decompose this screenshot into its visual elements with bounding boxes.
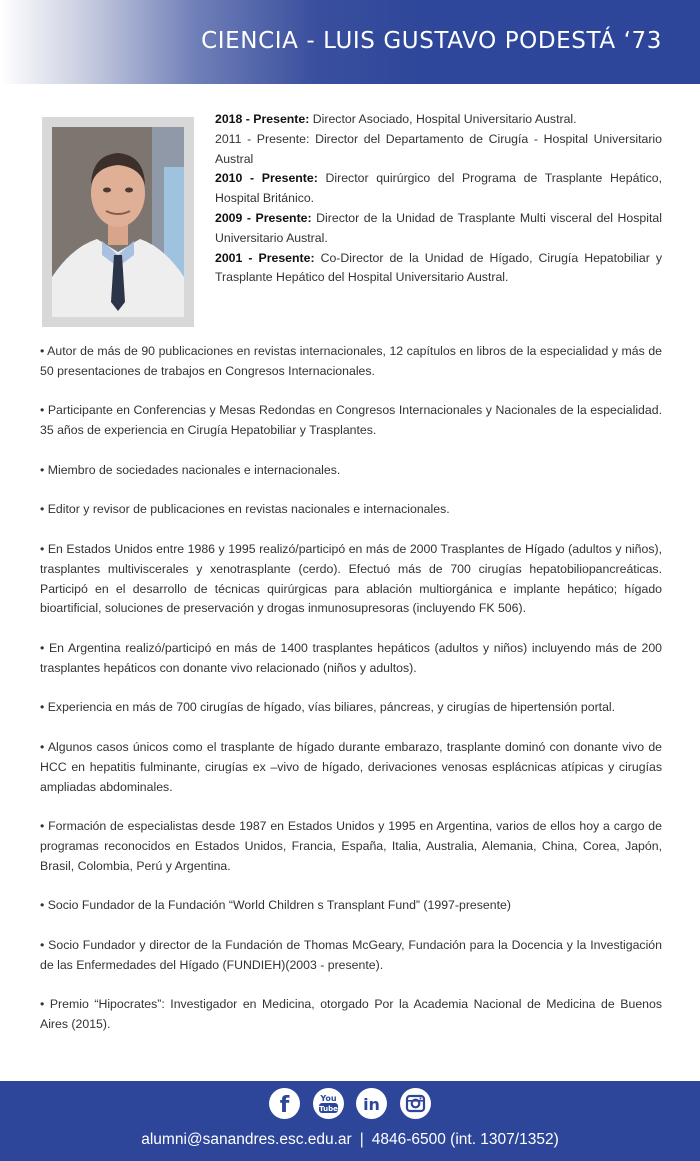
career-text: Director Asociado, Hospital Universitario Austral.: [309, 112, 577, 126]
facebook-icon[interactable]: [269, 1088, 300, 1119]
career-period: 2009 - Presente:: [215, 210, 312, 225]
career-period: 2001 - Presente:: [215, 250, 315, 265]
list-item: • Socio Fundador y director de la Fundación de Thomas McGeary, Fundación para la Docencia y la Investigación de las Enfermedades del Hígado (FUNDIEH)(2003 - presente).: [40, 937, 662, 972]
youtube-icon[interactable]: [313, 1088, 344, 1119]
career-item: [215, 209, 662, 249]
list-item: • Socio Fundador de la Fundación “World Children s Transplant Fund” (1997-presente): [40, 898, 511, 913]
list-item: • Experiencia en más de 700 cirugías de hígado, vías biliares, páncreas, y cirugías de hipertensión portal.: [40, 700, 616, 715]
list-item: • En Estados Unidos entre 1986 y 1995 realizó/participó en más de 2000 Trasplantes de Hígado (adultos y niños), trasplantes multiviscerales y xenotrasplante (cerdo). Efectuó más de 700 cirugías hepatobiliopancreáticas. Participó en el desarrollo de técnicas quirúrgicas para ablación multiorgánica e implante hepático; hígado bioartificial, soluciones de preservación y drogas inmunosupresoras (incluyendo FK 506).: [40, 541, 662, 616]
instagram-icon[interactable]: [400, 1088, 431, 1119]
career-item: [215, 110, 662, 130]
linkedin-icon[interactable]: [356, 1088, 387, 1119]
portrait-photo: [52, 127, 184, 317]
career-period: 2018 - Presente:: [215, 112, 310, 126]
youtube-glyph-top: You: [320, 1094, 337, 1103]
career-list: [215, 110, 662, 288]
list-item: • En Argentina realizó/participó en más de 1400 trasplantes hepáticos (adultos y niños) incluyendo más de 200 trasplantes hepáticos con donante vivo relacionado (niños y adultos).: [40, 640, 662, 675]
email-link[interactable]: alumni@sanandres.esc.edu.ar: [141, 1131, 352, 1148]
career-period: 2011 - Presente:: [215, 131, 310, 146]
list-item: • Algunos casos únicos como el trasplante de hígado durante embarazo, trasplante dominó con donante vivo de HCC en hepatitis fulminante, cirugías ex –vivo de hígado, derivaciones venosas esplácnicas atípicas y cirugías ampliadas abdominales.: [40, 739, 662, 794]
header-banner: [0, 0, 700, 84]
career-item: [215, 249, 662, 289]
list-item: • Premio “Hipocrates”: Investigador en Medicina, otorgado Por la Academia Nacional de Medicina de Buenos Aires (2015).: [40, 997, 662, 1032]
phone-text: 4846-6500 (int. 1307/1352): [371, 1131, 559, 1148]
career-text: Director del Departamento de Cirugía - Hospital Universitario Austral: [215, 131, 662, 166]
career-text: Director quirúrgico del Programa de Trasplante Hepático, Hospital Británico.: [215, 171, 662, 206]
list-item: • Participante en Conferencias y Mesas Redondas en Congresos Internacionales y Nacionales de la especialidad. 35 años de experiencia en Cirugía Hepatobiliar y Trasplantes.: [40, 403, 662, 438]
portrait-illustration: [52, 127, 184, 317]
footer: [0, 1081, 700, 1161]
facebook-glyph: f: [280, 1093, 290, 1118]
career-item: [215, 130, 662, 170]
social-links: [0, 1088, 700, 1119]
career-text: Director de la Unidad de Trasplante Multi visceral del Hospital Universitario Austral.: [215, 210, 662, 245]
list-item: • Editor y revisor de publicaciones en revistas nacionales e internacionales.: [40, 502, 450, 517]
list-item: • Autor de más de 90 publicaciones en revistas internacionales, 12 capítulos en libros de la especialidad y más de 50 presentaciones de trabajos en Congresos Internacionales.: [40, 344, 662, 378]
career-text: Co-Director de la Unidad de Hígado, Cirugía Hepatobiliar y Trasplante Hepático del Hospital Universitario Austral.: [215, 250, 662, 285]
achievements-list: [40, 342, 662, 1055]
list-item: • Formación de especialistas desde 1987 en Estados Unidos y 1995 en Argentina, varios de ellos hoy a cargo de programas reconocidos en Estados Unidos, Francia, España, Italia, Australia, Alemania, China, Corea, Japón, Brasil, Colombia, Perú y Argentina.: [40, 819, 662, 873]
contact-separator: |: [359, 1131, 364, 1148]
portrait-frame: [42, 117, 194, 327]
list-item: • Miembro de sociedades nacionales e internacionales.: [40, 462, 341, 477]
linkedin-glyph: in: [363, 1095, 381, 1114]
contact-line: [0, 1131, 700, 1149]
career-item: [215, 169, 662, 209]
youtube-glyph-bottom: Tube: [318, 1105, 338, 1113]
page-title: CIENCIA - LUIS GUSTAVO PODESTÁ ‘73: [201, 28, 662, 54]
career-period: 2010 - Presente:: [215, 171, 318, 186]
